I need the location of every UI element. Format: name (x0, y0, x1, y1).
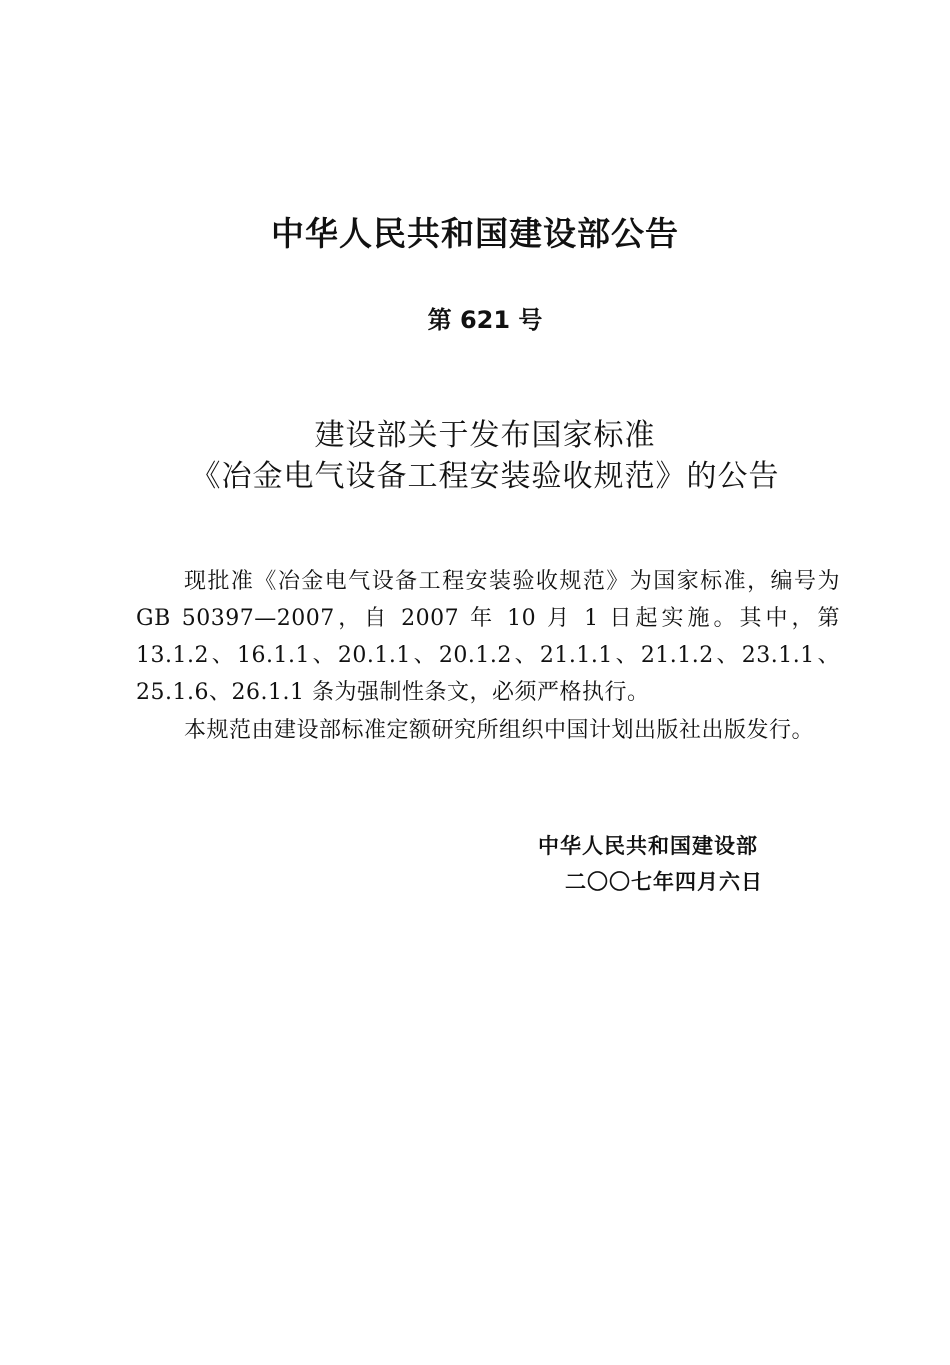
announcement-title: 中华人民共和国建设部公告 (271, 214, 679, 253)
signature-organization: 中华人民共和国建设部 (538, 834, 758, 858)
body-paragraph-1: 现批准《冶金电气设备工程安装验收规范》为国家标准，编号为 GB 50397—2007，自 2007 年 10 月 1 日起实施。其中，第 13.1.2、16.1.1、20.1.1、20.1.2、21.1.1、21.1.2、23.1.1、25.1.6、26.1.1 条为强制性条文，必须严格执行。 (136, 569, 840, 705)
subtitle-line-2: 《冶金电气设备工程安装验收规范》的公告 (190, 459, 780, 494)
body-paragraph-2: 本规范由建设部标准定额研究所组织中国计划出版社出版发行。 (184, 718, 815, 743)
subtitle-line-1: 建设部关于发布国家标准 (314, 418, 656, 453)
signature-date: 二〇〇七年四月六日 (565, 870, 763, 894)
announcement-number: 第 621 号 (427, 306, 543, 334)
